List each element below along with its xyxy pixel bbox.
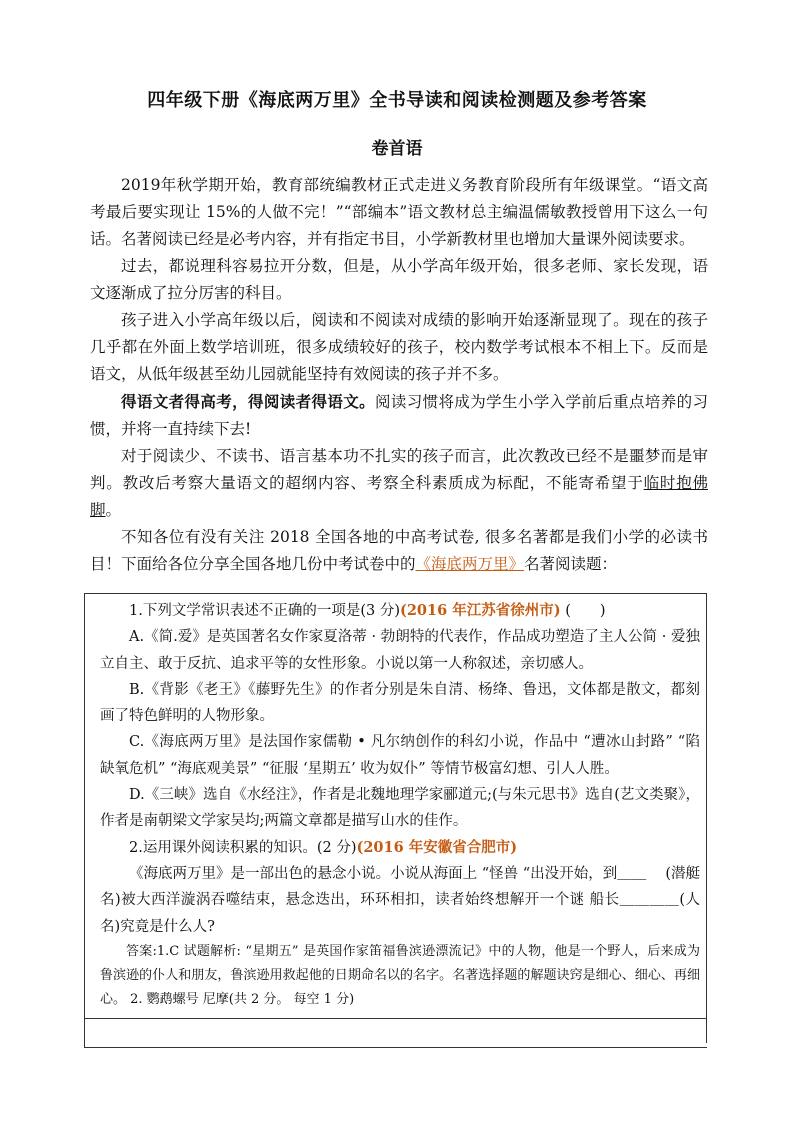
box-border-left-extension xyxy=(84,1019,85,1048)
question-2-source: (2016 年安徽省合肥市) xyxy=(356,838,518,856)
section-heading: 卷首语 xyxy=(371,139,423,159)
intro-paragraph-6-end: 名著阅读题： xyxy=(524,555,618,573)
question-2-body: 《海底两万里》是一部出色的悬念小说。小说从海面上 “怪兽 “出没开始，到＿＿ (潜艇名)被大西洋漩涡吞噬结束，悬念迭出，环环相扣，读者始终想解开一个谜 船长＿＿＿＿(人名)究竟是什么人? xyxy=(100,865,700,935)
intro-paragraph-6-main: 不知各位有没有关注 2018 全国各地的中高考试卷, 很多名著都是我们小学的必读书目！下面给各位分享全国各地几份中考试卷中的 xyxy=(90,528,708,573)
intro-paragraph-4 xyxy=(90,388,708,443)
intro-paragraph-5-end: 。 xyxy=(105,501,122,519)
question-section xyxy=(100,598,700,1012)
question-1-stem xyxy=(100,598,700,624)
book-title-highlight: 《海底两万里》 xyxy=(415,555,525,573)
bold-slogan: 得语文者得高考，得阅读者得语文。 xyxy=(121,392,375,411)
question-1-source: (2016 年江苏省徐州市) xyxy=(399,602,561,619)
intro-paragraph-5 xyxy=(90,443,708,524)
intro-paragraph-4-rest: 阅读习惯将成为学生小学入学前后重点培养的习惯，并将一直持续下去! xyxy=(90,393,708,438)
question-1-text: 1.下列文学常识表述不正确的一项是(3 分) xyxy=(129,603,400,619)
underlined-idiom: 临时抱佛脚 xyxy=(90,474,708,519)
intro-paragraph-3: 孩子进入小学高年级以后，阅读和不阅读对成绩的影响开始逐渐显现了。现在的孩子几乎都在外面上数学培训班，很多成绩较好的孩子，校内数学考试根本不相上下。反而是语文，从低年级甚至幼儿园就能坚持有效阅读的孩子并不多。 xyxy=(90,311,708,383)
question-1-blank: ( ) xyxy=(565,603,606,619)
document-title: 四年级下册《海底两万里》全书导读和阅读检测题及参考答案 xyxy=(147,90,647,111)
option-d: D.《三峡》选自《水经注》，作者是北魏地理学家郦道元;(与朱元思书》选自(艺文类聚》，作者是南朝梁文学家吴均;两篇文章都是描写山水的佳作。 xyxy=(100,787,700,830)
question-2-text: 2.运用课外阅读积累的知识。(2 分) xyxy=(129,839,357,856)
intro-paragraph-2: 过去，都说理科容易拉开分数，但是，从小学高年级开始，很多老师、家长发现，语文逐渐成了拉分厉害的科目。 xyxy=(90,257,708,302)
option-c: C.《海底两万里》是法国作家儒勒 • 凡尔纳创作的科幻小说，作品中 “遭冰山封路” “陷缺氧危机” “海底观美景” “征服 ‘星期五’ 收为奴仆” 等情节极富幻想、引人人胜。 xyxy=(100,734,700,777)
intro-paragraph-6 xyxy=(90,524,708,578)
intro-section xyxy=(90,172,708,578)
option-a: A.《简.爱》是英国著名女作家夏洛蒂 · 勃朗特的代表作，作品成功塑造了主人公简 · 爱独立自主、敢于反抗、追求平等的女性形象。小说以第一人称叙述，亲切感人。 xyxy=(100,629,700,672)
box-border-bottom xyxy=(84,1047,707,1048)
intro-paragraph-1: 2019年秋学期开始，教育部统编教材正式走进义务教育阶段所有年级课堂。“语文高考最后要实现让 15%的人做不完！”“部编本”语文教材总主编温儒敏教授曾用下这么一句话。名著阅读已经是必考内容，并有指定书目，小学新教材里也增加大量课外阅读要求。 xyxy=(90,176,708,248)
intro-paragraph-5-main: 对于阅读少、不读书、语言基本功不扎实的孩子而言，此次教改已经不是噩梦而是审判。教改后考察大量语文的超纲内容、考察全科素质成为标配，不能寄希望于 xyxy=(90,447,708,492)
option-b: B.《背影《老王》《藤野先生》的作者分别是朱自清、杨绛、鲁迅，文体都是散文，都刻画了特色鲜明的人物形象。 xyxy=(100,681,700,725)
question-2-stem xyxy=(100,835,700,861)
answer-text: 答案:1.C 试题解析: “星期五” 是英国作家笛福鲁滨逊漂流记》中的人物，他是一个野人，后来成为鲁滨逊的仆人和朋友，鲁滨逊用救起他的日期命名以的名字。名著选择题的解题诀窍是细心、细心、再细心。 2. 鹦鹉螺号 尼摩(共 2 分。 每空 1 分) xyxy=(100,943,700,1007)
box-border-right-extension xyxy=(706,593,707,1043)
